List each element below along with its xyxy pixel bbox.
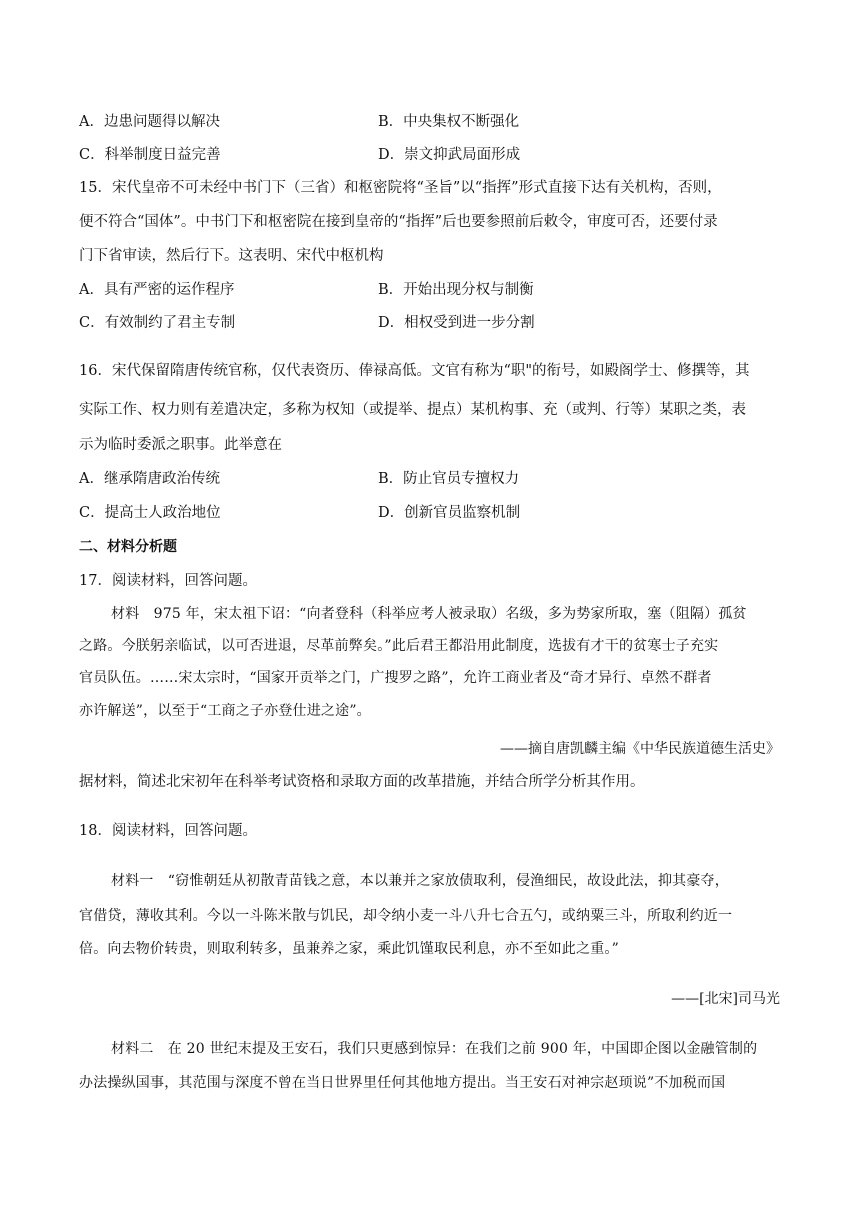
- q18-material1-line-2: 官借贷，薄收其利。今以一斗陈米散与饥民，却令纳小麦一斗八升七合五勺，或纳粟三斗，所取利约近一: [79, 908, 733, 924]
- q17-material-line-4: 亦许解送”，以至于“工商之子亦登仕进之途”。: [79, 703, 371, 719]
- q14-option-b: B．中央集权不断强化: [378, 114, 520, 130]
- q16-stem-line-2: 实际工作、权力则有差遣决定，多称为权知（或提举、提点）某机构事、充（或判、行等）某职之类，表: [79, 402, 746, 418]
- q18-material1-source: ——[北宋]司马光: [671, 991, 780, 1007]
- q18-material2-line-2: 办法操纵国事，其范围与深度不曾在当日世界里任何其他地方提出。当王安石对神宗赵顼说”不加税而国: [79, 1075, 726, 1091]
- q16-option-c: C．提高士人政治地位: [79, 505, 221, 521]
- q15-stem-line-1: 15．宋代皇帝不可未经中书门下（三省）和枢密院将“圣旨”以“指挥”形式直接下达有关机构，否则，: [79, 180, 722, 196]
- q17-prompt: 17．阅读材料，回答问题。: [79, 573, 257, 589]
- q17-material-line-3: 官员队伍。……宋太宗时，“国家开贡举之门，广搜罗之路”，允许工商业者及“奇才异行、卓然不群者: [79, 670, 712, 686]
- q17-source: ——摘自唐凯麟主编《中华民族道德生活史》: [500, 741, 780, 757]
- q17-question: 据材料，简述北宋初年在科举考试资格和录取方面的改革措施，并结合所学分析其作用。: [79, 774, 645, 790]
- q17-material-line-1: 材料 975 年，宋太祖下诏：“向者登科（科举应考人被录取）名级，多为势家所取，塞（阻隔）孤贫: [111, 606, 747, 622]
- q16-stem-line-1: 16．宋代保留隋唐传统官称，仅代表资历、俸禄高低。文官有称为“职"的衔号，如殿阁学士、修撰等，其: [79, 363, 750, 379]
- q16-option-d: D．创新官员监察机制: [378, 505, 521, 521]
- q16-option-b: B．防止官员专擅权力: [378, 471, 520, 487]
- q18-material1-line-3: 倍。向去物价转贵，则取利转多，虽兼养之家，乘此饥馑取民利息，亦不至如此之重。”: [79, 941, 619, 957]
- q15-option-a: A．具有严密的运作程序: [79, 282, 235, 298]
- q16-stem-line-3: 示为临时委派之职事。此举意在: [79, 437, 282, 453]
- q18-material2-line-1: 材料二 在 20 世纪末提及王安石，我们只更感到惊异：在我们之前 900 年，中国即企图以金融管制的: [111, 1041, 758, 1057]
- q15-option-b: B．开始出现分权与制衡: [378, 282, 534, 298]
- q18-material1-line-1: 材料一 “窃惟朝廷从初散青苗钱之意，本以兼并之家放债取利，侵渔细民，故设此法，抑其豪夺，: [111, 873, 729, 889]
- q15-stem-line-2: 便不符合“国体”。中书门下和枢密院在接到皇帝的“指挥”后也要参照前后敕令，审度可否，还要付录: [79, 214, 718, 230]
- q15-option-c: C．有效制约了君主专制: [79, 315, 236, 331]
- q14-option-a: A．边患问题得以解决: [79, 114, 220, 130]
- q18-prompt: 18．阅读材料，回答问题。: [79, 823, 257, 839]
- q14-option-d: D．崇文抑武局面形成: [378, 147, 521, 163]
- q14-option-c: C．科举制度日益完善: [79, 147, 221, 163]
- section-title-material-analysis: 二、材料分析题: [79, 539, 177, 555]
- q17-material-line-2: 之路。今朕躬亲临试，以可否进退，尽革前弊矣。”此后君王都沿用此制度，选拔有才干的贫寒士子充实: [79, 638, 719, 654]
- q15-stem-line-3: 门下省审读，然后行下。这表明、宋代中枢机构: [79, 248, 384, 264]
- q16-option-a: A．继承隋唐政治传统: [79, 471, 220, 487]
- q15-option-d: D．相权受到进一步分割: [378, 315, 535, 331]
